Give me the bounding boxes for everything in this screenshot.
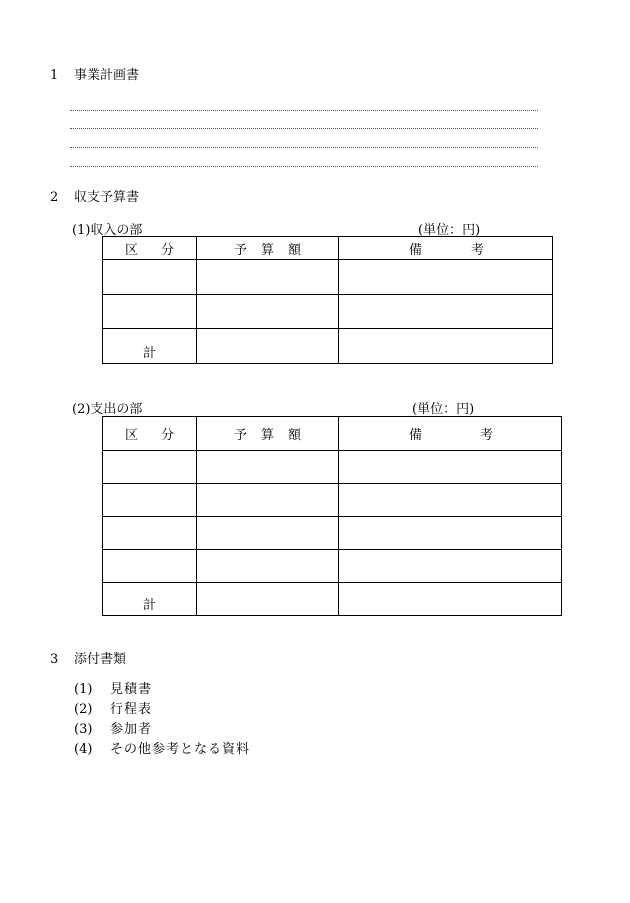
remarks-cell[interactable] (339, 451, 562, 484)
income-table (102, 236, 553, 364)
table-row (103, 260, 553, 295)
budget-amount-header: 予 算 額 (197, 417, 339, 451)
attachment-item (74, 718, 152, 737)
total-budget-amount-cell[interactable] (197, 583, 339, 616)
category-cell[interactable] (103, 295, 197, 329)
section-1-number: 1 (50, 68, 59, 83)
section-2-title: 収支予算書 (74, 190, 140, 205)
category-cell[interactable] (103, 517, 197, 550)
section-3-title: 添付書類 (74, 652, 127, 667)
writing-line-2[interactable] (70, 128, 538, 129)
section-2-heading (50, 186, 139, 205)
income-header-row (103, 237, 553, 260)
total-remarks-cell[interactable] (339, 583, 562, 616)
expense-header-row (103, 417, 562, 451)
total-label: 計 (103, 583, 197, 616)
remarks-cell[interactable] (339, 550, 562, 583)
attachment-item-number: (2) (74, 702, 93, 717)
category-cell[interactable] (103, 484, 197, 517)
section-3-number: 3 (50, 652, 59, 667)
expense-table (102, 416, 562, 616)
total-remarks-cell[interactable] (339, 329, 553, 364)
attachment-item (74, 678, 152, 697)
category-cell[interactable] (103, 451, 197, 484)
attachment-item-number: (1) (74, 682, 93, 697)
table-row (103, 517, 562, 550)
remarks-cell[interactable] (339, 295, 553, 329)
total-label: 計 (103, 329, 197, 364)
writing-line-1[interactable] (70, 110, 538, 111)
budget-amount-cell[interactable] (197, 451, 339, 484)
category-header: 区 分 (103, 237, 197, 260)
income-label: (1)収入の部 (72, 223, 143, 238)
remarks-header: 備 考 (339, 417, 562, 451)
remarks-cell[interactable] (339, 260, 553, 295)
attachment-item-text: その他参考となる資料 (110, 742, 251, 757)
remarks-header: 備 考 (339, 237, 553, 260)
attachment-item-number: (4) (74, 742, 93, 757)
attachment-item-text: 行程表 (110, 702, 153, 717)
income-unit: (単位：円) (418, 223, 481, 238)
budget-amount-cell[interactable] (197, 550, 339, 583)
category-header: 区 分 (103, 417, 197, 451)
section-2-number: 2 (50, 190, 59, 205)
attachment-item (74, 738, 250, 757)
income-total-row (103, 329, 553, 364)
writing-line-4[interactable] (70, 166, 538, 167)
expense-total-row (103, 583, 562, 616)
budget-amount-cell[interactable] (197, 484, 339, 517)
budget-amount-cell[interactable] (197, 517, 339, 550)
category-cell[interactable] (103, 260, 197, 295)
attachment-item-number: (3) (74, 722, 93, 737)
budget-amount-header: 予 算 額 (197, 237, 339, 260)
section-1-heading (50, 64, 139, 83)
expense-unit: (単位：円) (412, 402, 475, 417)
attachment-item (74, 698, 152, 717)
attachment-item-text: 参加者 (110, 722, 153, 737)
section-3-heading (50, 648, 126, 667)
section-1-title: 事業計画書 (74, 68, 140, 83)
remarks-cell[interactable] (339, 484, 562, 517)
table-row (103, 451, 562, 484)
total-budget-amount-cell[interactable] (197, 329, 339, 364)
category-cell[interactable] (103, 550, 197, 583)
table-row (103, 484, 562, 517)
expense-label: (2)支出の部 (72, 402, 143, 417)
table-row (103, 550, 562, 583)
writing-line-3[interactable] (70, 147, 538, 148)
remarks-cell[interactable] (339, 517, 562, 550)
budget-amount-cell[interactable] (197, 260, 339, 295)
budget-amount-cell[interactable] (197, 295, 339, 329)
table-row (103, 295, 553, 329)
attachment-item-text: 見積書 (110, 682, 153, 697)
